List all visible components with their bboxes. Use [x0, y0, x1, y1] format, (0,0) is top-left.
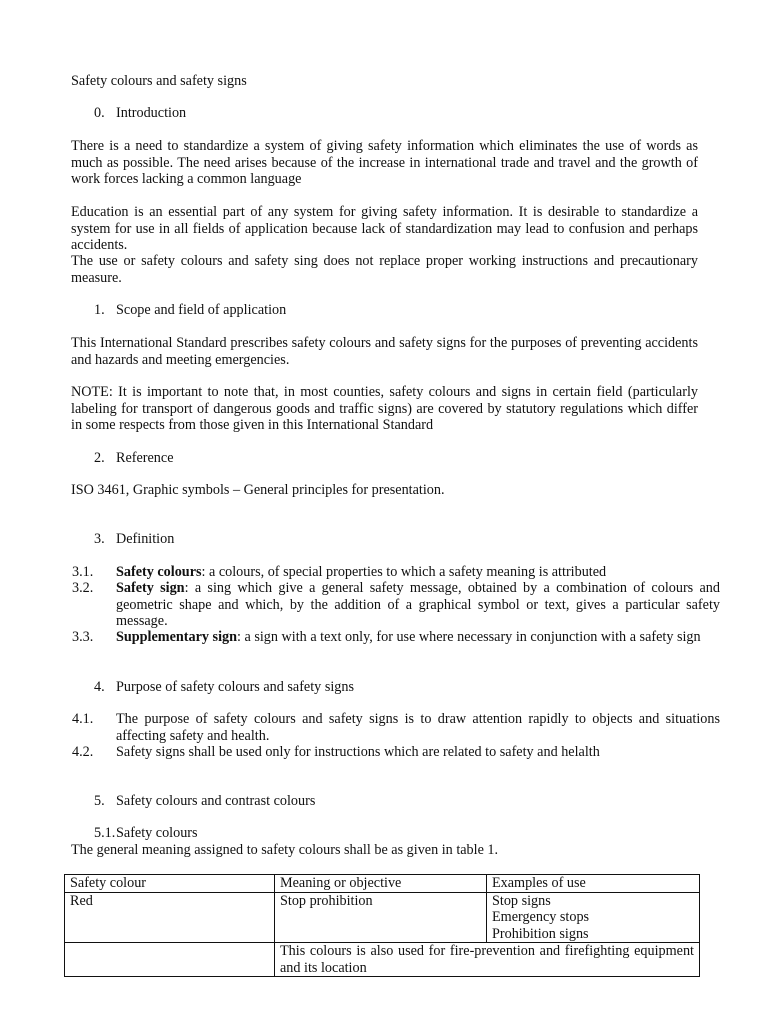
table-cell-note: This colours is also used for fire-prevention and firefighting equipment and its location	[275, 943, 700, 977]
section-heading-introduction	[94, 105, 186, 122]
section-title: Introduction	[116, 105, 187, 121]
definition-text: : a sing which give a general safety message, obtained by a combination of colours and geometric shape and which, by the addition of a graphical symbol or text, gives a particular safety message.	[116, 580, 720, 629]
section-title: Safety colours and contrast colours	[116, 793, 316, 809]
paragraph-intro-2: Education is an essential part of any system for giving safety information. It is desirable to standardize a system for use in all fields of application because lack of standardization may lead to confusion and perhaps accidents.	[71, 204, 698, 253]
definition-3-1	[72, 564, 720, 581]
paragraph-table-intro: The general meaning assigned to safety colours shall be as given in table 1.	[71, 842, 499, 858]
document-title: Safety colours and safety signs	[71, 73, 247, 89]
section-title: Reference	[116, 450, 174, 466]
purpose-4-2	[72, 744, 720, 761]
item-text: Safety signs shall be used only for instructions which are related to safety and helalth	[116, 744, 600, 760]
subsection-title: Safety colours	[116, 825, 198, 841]
example-item: Emergency stops	[492, 909, 590, 925]
item-number: 4.1.	[72, 711, 94, 727]
section-number: 5.	[94, 793, 105, 809]
paragraph-scope-1: This International Standard prescribes safety colours and safety signs for the purposes of preventing accidents and hazards and meeting emergencies.	[71, 335, 698, 368]
section-title: Scope and field of application	[116, 302, 287, 318]
section-title: Definition	[116, 531, 175, 547]
table-cell-meaning: Stop prohibition	[275, 892, 487, 943]
paragraph-intro-3: The use or safety colours and safety sing does not replace proper working instructions and precautionary measure.	[71, 253, 698, 286]
definition-text: : a sign with a text only, for use where necessary in conjunction with a safety sign	[237, 629, 701, 645]
subsection-number: 5.1.	[94, 825, 116, 841]
safety-colours-table	[64, 874, 700, 977]
example-item: Stop signs	[492, 892, 551, 909]
example-item: Prohibition signs	[492, 925, 589, 942]
section-heading-definition	[94, 531, 174, 548]
section-heading-scope	[94, 302, 286, 319]
subsection-heading-5-1	[94, 825, 698, 842]
section-number: 2.	[94, 450, 105, 466]
item-text: The purpose of safety colours and safety signs is to draw attention rapidly to objects and situations affecting safety and health.	[116, 711, 720, 744]
section-heading-safety-colours	[94, 793, 315, 810]
purpose-4-1	[72, 711, 720, 744]
table-row	[65, 892, 700, 943]
section-title: Purpose of safety colours and safety signs	[116, 679, 354, 695]
definition-term: Supplementary sign	[116, 629, 238, 645]
definition-text: : a colours, of special properties to which a safety meaning is attributed	[201, 564, 607, 580]
paragraph-intro-1: There is a need to standardize a system of giving safety information which eliminates the use of words as much as possible. The need arises because of the increase in international trade and travel and the growth of work forces lacking a common language	[71, 138, 698, 187]
paragraph-reference: ISO 3461, Graphic symbols – General principles for presentation.	[71, 482, 445, 498]
definition-3-2	[72, 580, 720, 630]
header-cell-safety-colour: Safety colour	[65, 875, 275, 893]
definition-term: Safety sign	[116, 580, 185, 596]
definition-number: 3.1.	[72, 564, 94, 580]
definition-term: Safety colours	[116, 564, 202, 580]
definition-number: 3.2.	[72, 580, 94, 596]
paragraph-scope-note: NOTE: It is important to note that, in most counties, safety colours and signs in certain field (particularly labeling for transport of dangerous goods and traffic signs) are covered by statutory regulations which differ in some respects from those given in this International Standard	[71, 384, 698, 433]
header-cell-examples: Examples of use	[487, 875, 700, 893]
table-header-row	[65, 875, 700, 893]
definition-number: 3.3.	[72, 629, 94, 645]
table-cell-examples	[487, 892, 700, 943]
table-row	[65, 943, 700, 977]
section-number: 1.	[94, 302, 105, 318]
table-cell-colour: Red	[65, 892, 275, 943]
section-number: 4.	[94, 679, 105, 695]
header-cell-meaning: Meaning or objective	[275, 875, 487, 893]
section-number: 0.	[94, 105, 105, 121]
definition-3-3	[72, 629, 720, 646]
table-cell-colour	[65, 943, 275, 977]
item-number: 4.2.	[72, 744, 94, 760]
section-heading-reference	[94, 450, 174, 467]
section-heading-purpose	[94, 679, 354, 696]
section-number: 3.	[94, 531, 105, 547]
